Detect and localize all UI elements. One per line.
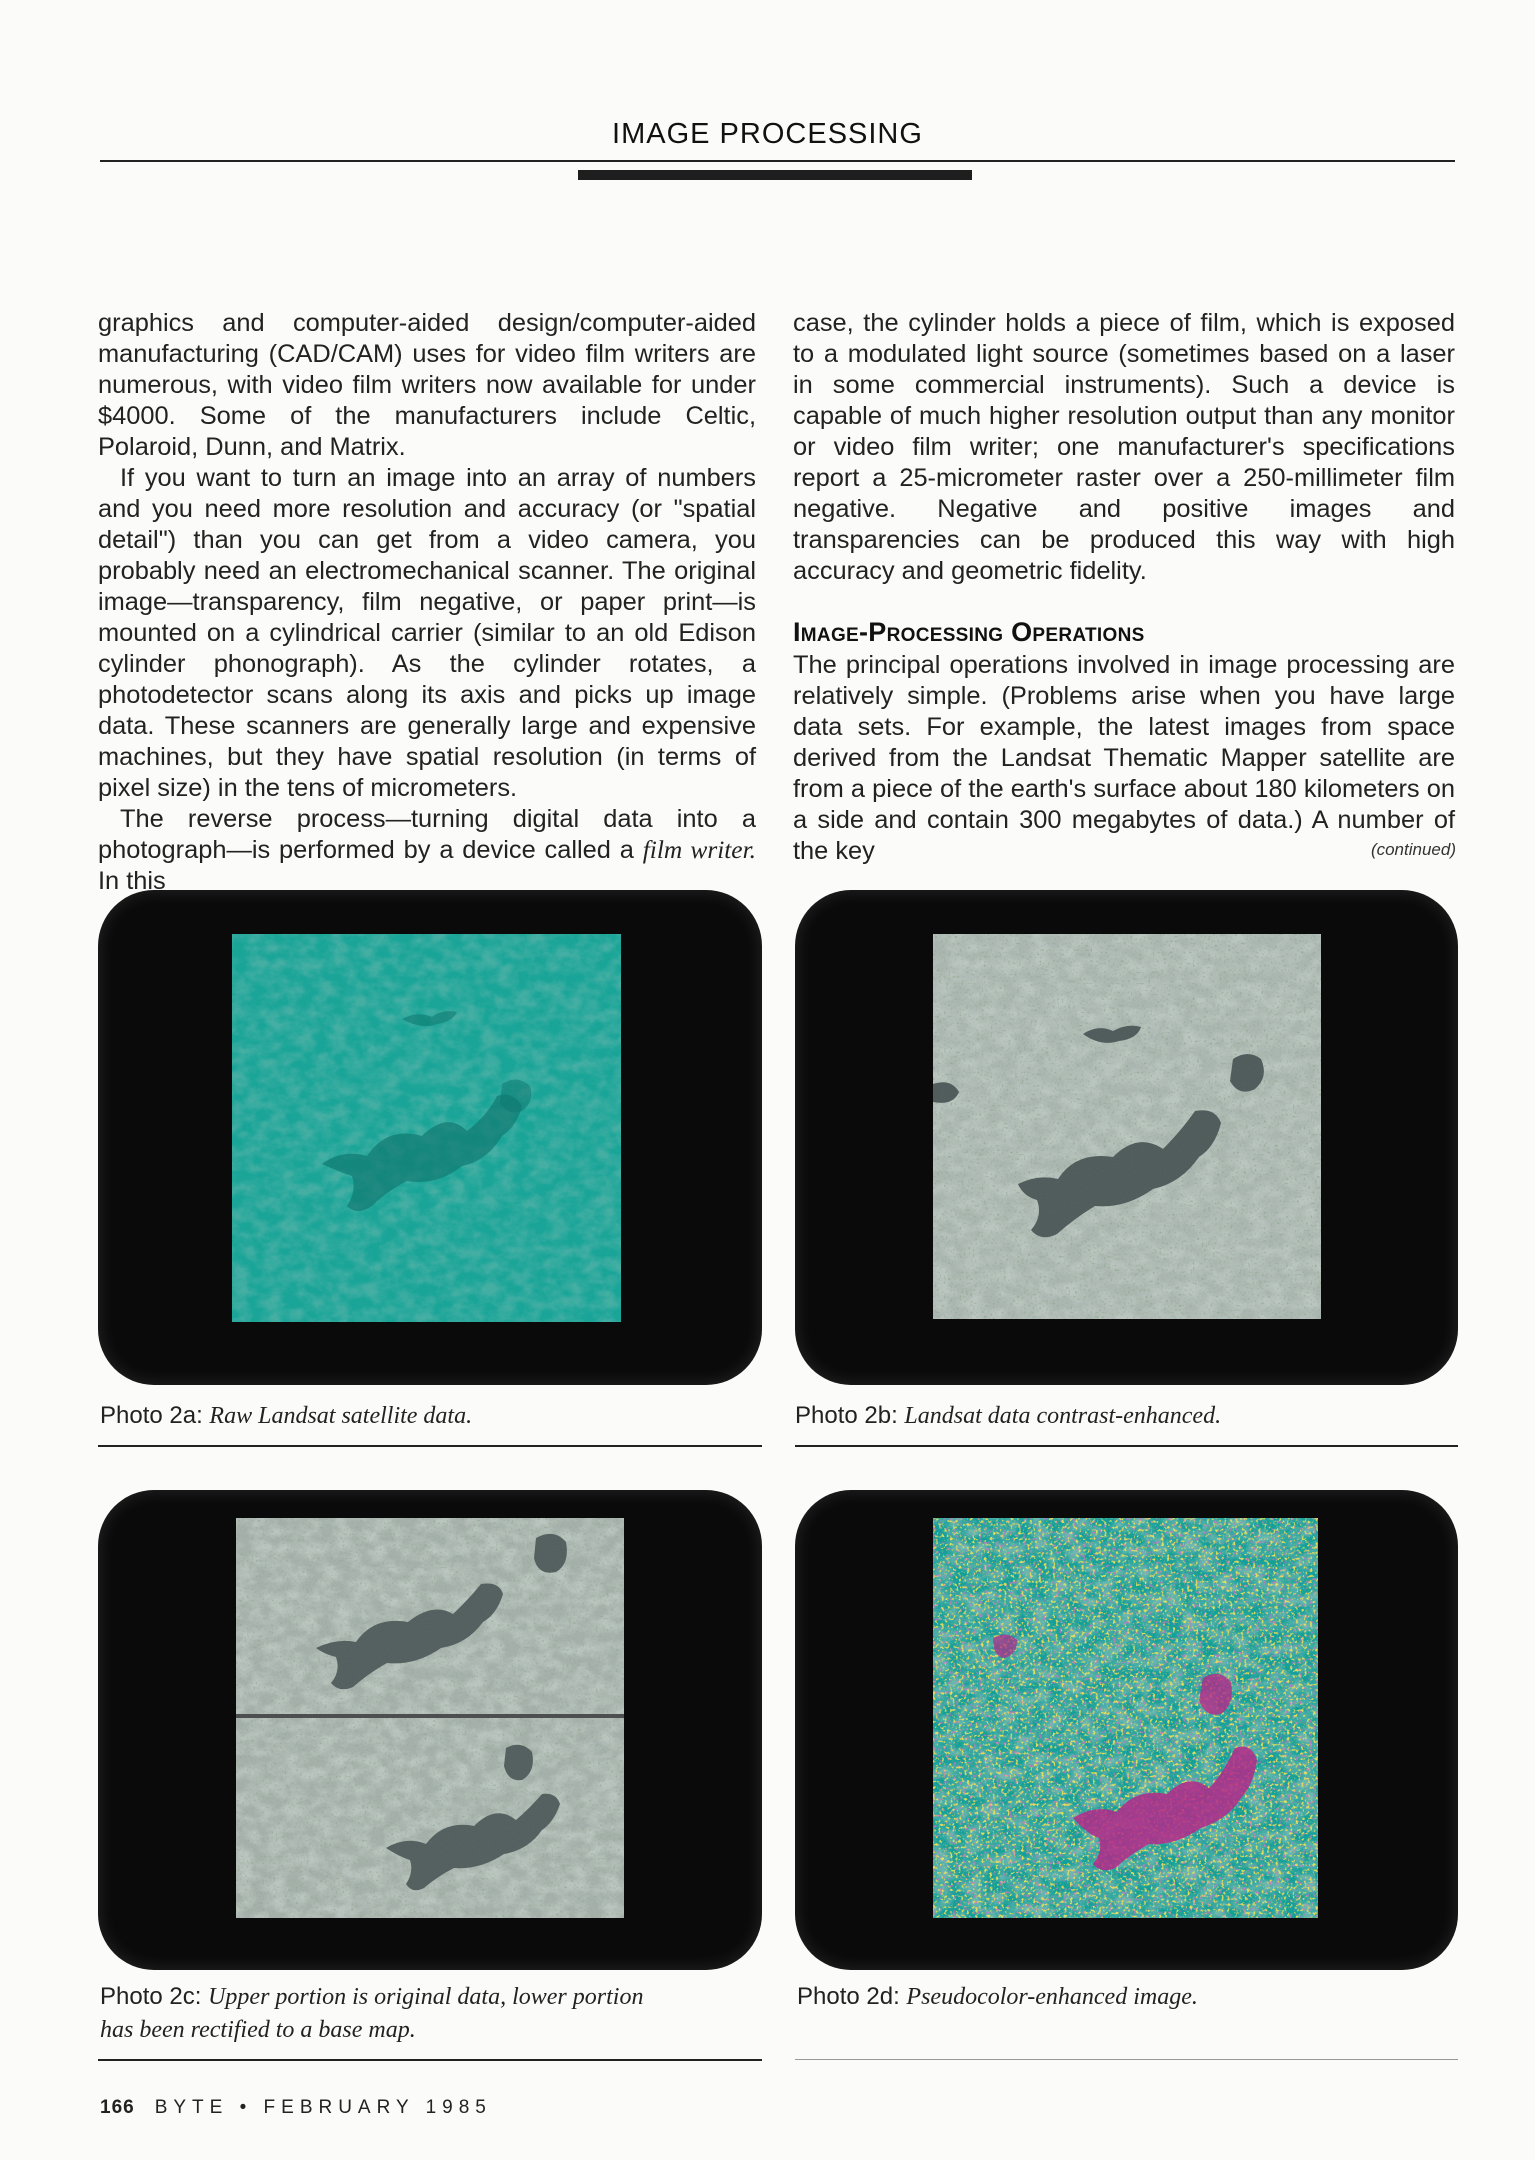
running-head: IMAGE PROCESSING	[612, 118, 923, 150]
paragraph: If you want to turn an image into an array of numbers and you need more resolution and accuracy (or "spatial detail") than you can get from a video camera, you probably need an electromechanical scanner. The original image—transparency, film negative, or paper print—is mounted on a cylindrical carrier (similar to an old Edison cylinder phonograph). As the cylinder rotates, a photodetector scans along its axis and picks up image data. These scanners are generally large and expensive machines, but they have spatial resolution (in terms of pixel size) in the tens of micrometers.	[98, 464, 756, 802]
right-column	[793, 308, 1455, 867]
paragraph: case, the cylinder holds a piece of film, which is exposed to a modulated light source (sometimes based on a laser in some commercial instruments). Such a device is capable of much higher resolution output than any monitor or video film writer; one manufacturer's specifications report a 25-micrometer raster over a 250-millimeter film negative. Negative and positive images and transparencies can be produced this way with high accuracy and geometric fidelity.	[793, 309, 1455, 585]
paragraph: The principal operations involved in image processing are relatively simple. (Problems arise when you have large data sets. For example, the latest images from space derived from the Landsat Thematic Mapper satellite are from a piece of the earth's surface about 180 kilometers on a side and contain 300 megabytes of data.) A number of the key	[793, 651, 1455, 865]
caption-line	[100, 1980, 760, 2014]
publication-line: BYTE • FEBRUARY 1985	[154, 2097, 492, 2118]
photo-2b-image	[933, 934, 1321, 1319]
paragraph	[98, 804, 756, 897]
photo-2a-screen	[98, 890, 762, 1385]
photo-2d-screen	[795, 1490, 1458, 1970]
photo-2c-caption	[100, 1980, 760, 2047]
page-number: 166	[100, 2097, 135, 2118]
caption-text: Upper portion is original data, lower portion	[208, 1984, 644, 2010]
photo-2b-caption	[795, 1399, 1455, 1433]
photo-2b-screen	[795, 890, 1458, 1385]
photo-2a-caption	[100, 1399, 760, 1433]
film-writer-term: film writer.	[642, 836, 756, 864]
left-column	[98, 308, 756, 897]
caption-rule	[795, 2059, 1458, 2060]
caption-text: Raw Landsat satellite data.	[209, 1403, 473, 1429]
photo-2a-image	[232, 934, 621, 1322]
paragraph-text: The reverse process—turning digital data into a photograph—is performed by a device called a	[98, 805, 756, 864]
caption-text: Landsat data contrast-enhanced.	[904, 1403, 1222, 1429]
paragraph-text: In this	[98, 867, 166, 895]
photo-label: Photo 2d:	[797, 1983, 900, 2010]
paragraph: graphics and computer-aided design/computer-aided manufacturing (CAD/CAM) uses for video film writers are numerous, with video film writers now available for under $4000. Some of the manufacturers include Celtic, Polaroid, Dunn, and Matrix.	[98, 309, 756, 461]
caption-rule	[98, 1445, 762, 1447]
caption-text: has been rectified to a base map.	[100, 2017, 416, 2043]
continued-note: (continued)	[1370, 840, 1456, 859]
caption-text: Pseudocolor-enhanced image.	[906, 1984, 1198, 2010]
photo-2c-screen	[98, 1490, 762, 1970]
caption-rule	[98, 2059, 762, 2061]
photo-label: Photo 2b:	[795, 1402, 898, 1429]
page-footer	[100, 2097, 492, 2119]
photo-label: Photo 2a:	[100, 1402, 203, 1429]
header-bar	[578, 170, 972, 180]
photo-2d-image	[933, 1518, 1318, 1918]
photo-2c-image	[236, 1518, 624, 1918]
photo-label: Photo 2c:	[100, 1983, 202, 2010]
header-rule	[100, 160, 1455, 162]
photo-2d-caption	[797, 1980, 1457, 2014]
section-heading: Image-Processing Operations	[793, 617, 1145, 647]
caption-rule	[795, 1445, 1458, 1447]
